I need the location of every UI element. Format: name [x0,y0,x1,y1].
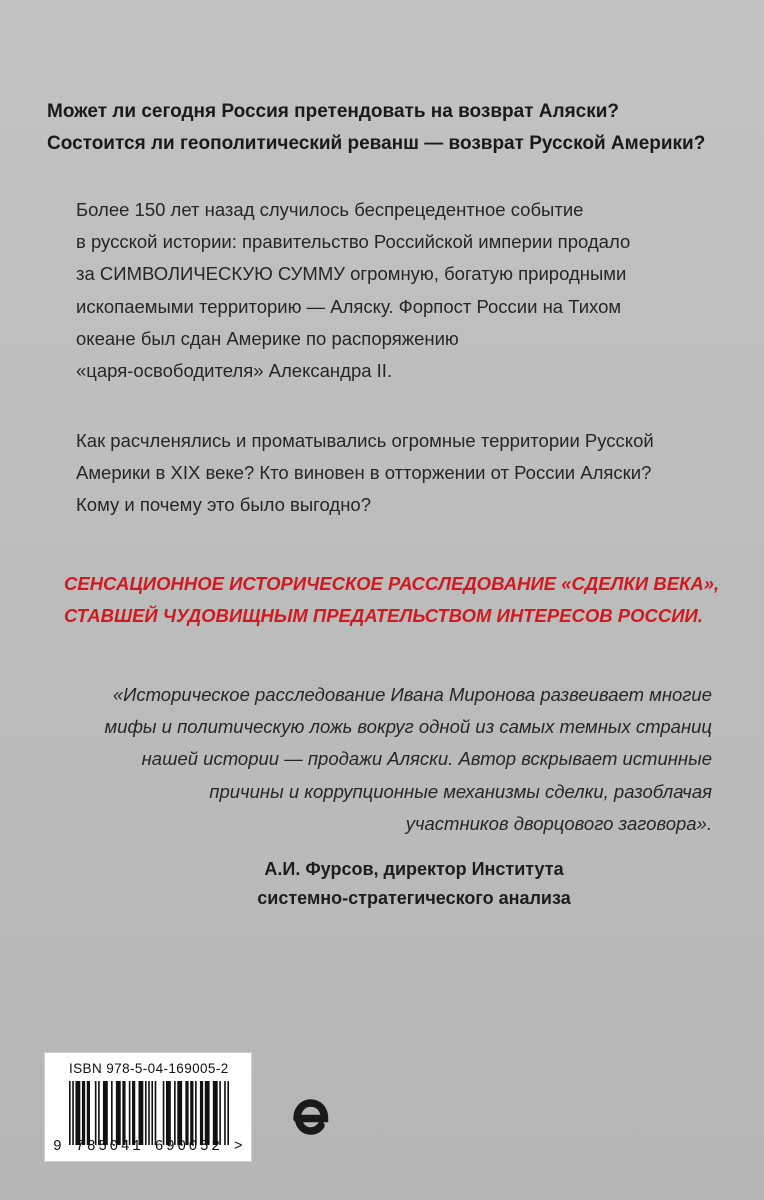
barcode-bar [69,1081,71,1145]
barcode-bar [163,1081,165,1145]
barcode-bar [200,1081,203,1145]
barcode-bar [98,1081,100,1145]
barcode-bar [219,1081,221,1145]
paragraph-line: океане был сдан Америке по распоряжению [76,327,459,349]
paragraph-line: Как расчленялись и проматывались огромные территории Русской [76,430,654,451]
highlight-line: СТАВШЕЙ ЧУДОВИЩНЫМ ПРЕДАТЕЛЬСТВОМ ИНТЕРЕСОВ РОССИИ. [64,605,703,626]
barcode-bar [213,1081,218,1145]
paragraph-line: Кому и почему это было выгодно? [76,494,371,516]
barcode-bar [185,1081,188,1145]
description-paragraph-2 [76,425,654,522]
isbn-label: ISBN 978-5-04-169005-2 [69,1061,229,1076]
barcode-bar [122,1081,125,1145]
eksmo-logo-icon [290,1098,330,1140]
quote-attribution [150,855,678,913]
barcode-bar [148,1081,150,1145]
barcode-graphic [69,1081,229,1145]
quote-line: нашей истории — продажи Аляски. Автор вскрывает истинные [141,748,712,770]
attribution-line: А.И. Фурсов, директор Института [264,859,564,879]
barcode-bar [95,1081,97,1145]
intro-questions [47,96,705,160]
barcode-bar [177,1081,182,1145]
review-quote [0,679,712,840]
paragraph-line: Америки в XIX веке? Кто виновен в отторжении от России Аляски? [76,462,652,484]
barcode-bar [87,1081,90,1145]
barcode-bar [227,1081,229,1145]
paragraph-line: Более 150 лет назад случилось беспрецедентное событие [76,199,584,220]
paragraph-line: ископаемыми территорию — Аляску. Форпост России на Тихом [76,295,622,317]
intro-line: Состоится ли геополитический реванш — возврат Русской Америки? [47,133,706,154]
paragraph-line: за СИМВОЛИЧЕСКУЮ СУММУ огромную, богатую природными [76,263,627,285]
barcode-digits: 9 785041 690052 > [53,1139,246,1155]
barcode-bar [166,1081,171,1145]
intro-line: Может ли сегодня Россия претендовать на возврат Аляски? [47,101,620,122]
quote-line: мифы и политическую ложь вокруг одной из самых темных страниц [104,716,712,738]
barcode-bar [116,1081,121,1145]
red-highlight-statement [64,568,719,632]
paragraph-line: в русской истории: правительство Российской империи продало [76,231,631,253]
barcode-bar [205,1081,210,1145]
barcode-bar [224,1081,226,1145]
description-paragraph-1 [76,194,630,387]
attribution-line: системно-стратегического анализа [257,888,571,908]
barcode-bar [132,1081,135,1145]
barcode-bar [129,1081,131,1145]
barcode-bar [190,1081,193,1145]
highlight-line: СЕНСАЦИОННОЕ ИСТОРИЧЕСКОЕ РАССЛЕДОВАНИЕ «СДЕЛКИ ВЕКА», [64,573,720,594]
barcode-bar [155,1081,157,1145]
barcode-bar [111,1081,113,1145]
barcode-bar [174,1081,176,1145]
quote-line: причины и коррупционные механизмы сделки, разоблачая [209,780,712,802]
barcode-bar [151,1081,153,1145]
paragraph-line: «царя-освободителя» Александра II. [76,360,393,382]
quote-line: участников дворцового заговора». [405,812,712,834]
barcode-bar [195,1081,197,1145]
barcode-bar [138,1081,143,1145]
isbn-barcode-panel [44,1052,252,1162]
barcode-bar [103,1081,108,1145]
quote-line: «Историческое расследование Ивана Миронова развеивает многие [112,684,712,705]
barcode-bar [82,1081,85,1145]
barcode-bar [145,1081,147,1145]
barcode-bar [75,1081,80,1145]
barcode-bar [72,1081,74,1145]
